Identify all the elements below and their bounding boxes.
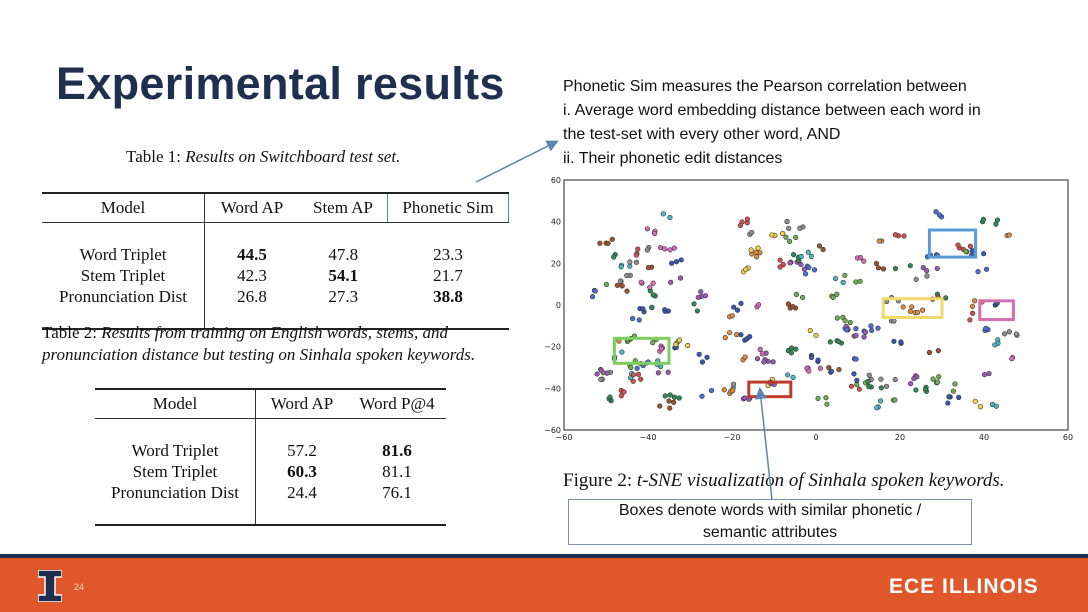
- table1-caption-prefix: Table 1:: [126, 147, 181, 166]
- table1-cell: Word Triplet: [42, 244, 205, 265]
- table2-cell: 76.1: [382, 482, 412, 502]
- x-tick-label: 20: [894, 433, 906, 442]
- table1-cell: Pronunciation Dist: [42, 286, 205, 307]
- table2-cell: 81.1: [382, 461, 412, 481]
- table1-cell: 44.5: [237, 244, 267, 264]
- x-tick-label: −20: [723, 433, 741, 442]
- table2-cell: 60.3: [287, 461, 317, 481]
- figure2-caption-text: t-SNE visualization of Sinhala spoken keywords.: [636, 470, 1005, 491]
- figure2-caption-prefix: Figure 2:: [563, 470, 633, 491]
- box-note-line: Boxes denote words with similar phonetic /: [618, 502, 922, 519]
- phonetic-note-line: ii. Their phonetic edit distances: [563, 150, 783, 167]
- table1-cell: 38.8: [433, 286, 463, 306]
- table1-header-stem-ap: Stem AP: [299, 193, 388, 223]
- ece-illinois-wordmark: ECE ILLINOIS: [889, 575, 1039, 598]
- table1-header-phonetic-sim: Phonetic Sim: [388, 193, 509, 223]
- phonetic-note-line: Phonetic Sim measures the Pearson correlation between: [563, 78, 967, 95]
- phonetic-note-line: i. Average word embedding distance between each word in: [563, 102, 981, 119]
- table2-cell: Stem Triplet: [95, 461, 256, 482]
- table1-cell: 42.3: [237, 265, 267, 285]
- page-number: 24: [74, 582, 85, 592]
- y-tick-label: −40: [544, 384, 561, 394]
- y-tick-label: 40: [550, 217, 561, 227]
- x-tick-label: 60: [1062, 433, 1074, 442]
- table1-cell: 47.8: [328, 244, 359, 264]
- x-tick-label: −60: [555, 433, 573, 442]
- table2-cell: 24.4: [287, 482, 317, 502]
- table2-caption-prefix: Table 2:: [42, 323, 97, 342]
- table2-caption-line1: Results from training on English words, stems, and: [101, 323, 449, 342]
- table2-cell: Word Triplet: [95, 440, 256, 461]
- box-note-line: semantic attributes: [702, 524, 838, 541]
- illinois-logo-icon: [38, 570, 62, 602]
- y-tick-label: −20: [544, 342, 561, 352]
- arrow-to-phonetic-note: [476, 142, 556, 182]
- y-tick-label: 0: [555, 301, 561, 310]
- x-tick-label: −40: [639, 433, 657, 442]
- table2-cell: 81.6: [382, 440, 412, 460]
- y-tick-label: 60: [550, 176, 561, 185]
- y-tick-label: 20: [550, 259, 561, 269]
- table1-header-word-ap: Word AP: [205, 193, 300, 223]
- table1-cell: 23.3: [433, 244, 463, 264]
- table1-header-model: Model: [42, 193, 205, 223]
- table1-cell: 54.1: [328, 265, 359, 285]
- table2-header-word-ap: Word AP: [256, 389, 349, 419]
- x-tick-label: 0: [813, 433, 819, 442]
- table2-caption-line2: pronunciation distance but testing on Sinhala spoken keywords.: [42, 345, 476, 364]
- table1-cell: 21.7: [433, 265, 463, 285]
- table1-cell: 27.3: [328, 286, 359, 306]
- table1-cell: Stem Triplet: [42, 265, 205, 286]
- slide-title: Experimental results: [56, 58, 505, 109]
- table1-cell: 26.8: [237, 286, 267, 306]
- table2-cell: 57.2: [287, 440, 317, 460]
- arrow-to-red-box: [760, 390, 772, 500]
- y-tick-label: −60: [544, 426, 561, 435]
- table2-cell: Pronunciation Dist: [95, 482, 256, 503]
- table2-header-word-p4: Word P@4: [348, 389, 446, 419]
- x-tick-label: 40: [978, 433, 990, 442]
- table1-caption-text: Results on Switchboard test set.: [185, 147, 401, 166]
- table2-header-model: Model: [95, 389, 256, 419]
- phonetic-note-line: the test-set with every other word, AND: [563, 126, 841, 143]
